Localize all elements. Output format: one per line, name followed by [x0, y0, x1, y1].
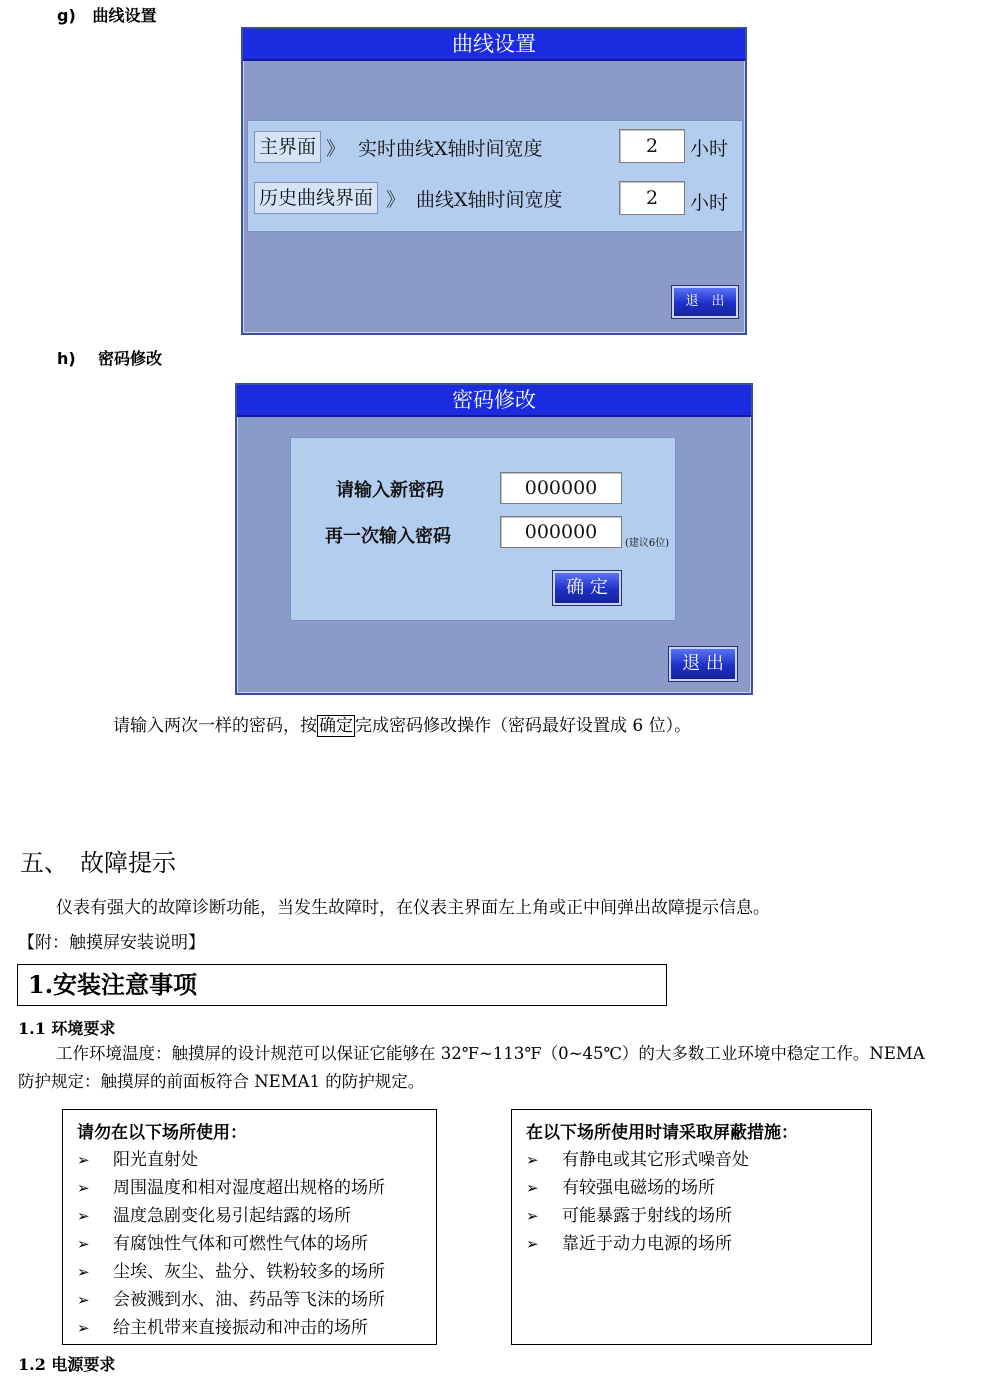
password-change-title: 密码修改 [237, 385, 751, 417]
password-note: 请输入两次一样的密码，按 确定 完成密码修改操作（密码最好设置成 6 位）。 [113, 716, 692, 736]
shield-locations-box [511, 1109, 872, 1345]
list-item-text: 靠近于动力电源的场所 [562, 1234, 732, 1254]
realtime-curve-width-label: 实时曲线X轴时间宽度 [358, 138, 543, 160]
password-panel [290, 437, 676, 621]
env-text-line1: 工作环境温度：触摸屏的设计规范可以保证它能够在 32℉~113℉（0~45℃）的大多数工业环境中稳定工作。NEMA [56, 1044, 925, 1063]
appendix-title: 【附：触摸屏安装说明】 [18, 933, 205, 953]
list-item [77, 1174, 385, 1202]
list-item [77, 1286, 385, 1314]
main-screen-tag: 主界面 [254, 131, 321, 163]
realtime-curve-width-unit: 小时 [690, 138, 729, 160]
bullet-arrow-icon: ➢ [77, 1263, 90, 1281]
confirm-password-input[interactable]: 000000 [500, 516, 622, 548]
list-item [77, 1314, 385, 1342]
history-curve-tag: 历史曲线界面 [254, 182, 378, 214]
section-g-label: g) 曲线设置 [57, 6, 157, 25]
confirm-password-label: 再一次输入密码 [325, 526, 451, 547]
list-item-text: 阳光直射处 [113, 1150, 198, 1170]
list-item-text: 会被溅到水、油、药品等飞沫的场所 [113, 1290, 385, 1310]
row1-separator: 》 [326, 138, 346, 160]
confirm-button[interactable]: 确 定 [553, 571, 621, 605]
bullet-arrow-icon: ➢ [526, 1151, 539, 1169]
section-h-label: h) 密码修改 [57, 349, 162, 368]
list-item [77, 1230, 385, 1258]
password-exit-button[interactable]: 退 出 [669, 647, 737, 681]
history-curve-width-label: 曲线X轴时间宽度 [416, 189, 563, 211]
list-item [526, 1230, 749, 1258]
new-password-input[interactable]: 000000 [500, 472, 622, 504]
list-item-text: 尘埃、灰尘、盐分、铁粉较多的场所 [113, 1262, 385, 1282]
env-heading: 1.1 环境要求 [18, 1019, 116, 1038]
new-password-label: 请输入新密码 [336, 480, 444, 501]
list-item [526, 1202, 749, 1230]
realtime-curve-width-input[interactable]: 2 [619, 129, 685, 163]
bullet-arrow-icon: ➢ [77, 1291, 90, 1309]
chapter-5-body: 仪表有强大的故障诊断功能，当发生故障时，在仪表主界面左上角或正中间弹出故障提示信息。 [56, 898, 770, 918]
shield-locations-title: 在以下场所使用时请采取屏蔽措施： [526, 1123, 798, 1143]
password-length-hint: (建议6位) [625, 538, 670, 549]
curve-exit-button[interactable]: 退 出 [672, 286, 738, 318]
env-text-line2: 防护规定：触摸屏的前面板符合 NEMA1 的防护规定。 [18, 1072, 425, 1091]
power-heading: 1.2 电源要求 [18, 1355, 116, 1374]
list-item-text: 给主机带来直接振动和冲击的场所 [113, 1318, 368, 1338]
list-item [77, 1146, 385, 1174]
bullet-arrow-icon: ➢ [77, 1151, 90, 1169]
shield-locations-list [526, 1146, 749, 1258]
list-item-text: 有静电或其它形式噪音处 [562, 1150, 749, 1170]
list-item [526, 1146, 749, 1174]
curve-settings-title: 曲线设置 [243, 29, 745, 61]
list-item-text: 有较强电磁场的场所 [562, 1178, 715, 1198]
install-heading: 1.安装注意事项 [17, 964, 667, 1006]
row2-separator: 》 [386, 189, 406, 211]
list-item [77, 1258, 385, 1286]
bullet-arrow-icon: ➢ [526, 1235, 539, 1253]
list-item [77, 1202, 385, 1230]
confirm-keyword: 确定 [319, 716, 353, 736]
avoid-locations-list [77, 1146, 385, 1342]
avoid-locations-title: 请勿在以下场所使用： [77, 1123, 247, 1143]
list-item-text: 周围温度和相对湿度超出规格的场所 [113, 1178, 385, 1198]
curve-settings-screen [241, 27, 747, 335]
list-item [526, 1174, 749, 1202]
list-item-text: 有腐蚀性气体和可燃性气体的场所 [113, 1234, 368, 1254]
bullet-arrow-icon: ➢ [526, 1179, 539, 1197]
password-change-screen [235, 383, 753, 695]
bullet-arrow-icon: ➢ [77, 1179, 90, 1197]
history-curve-width-unit: 小时 [690, 192, 729, 214]
history-curve-width-input[interactable]: 2 [619, 181, 685, 215]
chapter-5-title: 五、 故障提示 [20, 849, 176, 877]
bullet-arrow-icon: ➢ [77, 1319, 90, 1337]
bullet-arrow-icon: ➢ [526, 1207, 539, 1225]
bullet-arrow-icon: ➢ [77, 1235, 90, 1253]
list-item-text: 可能暴露于射线的场所 [562, 1206, 732, 1226]
curve-settings-panel [247, 120, 743, 232]
bullet-arrow-icon: ➢ [77, 1207, 90, 1225]
avoid-locations-box [62, 1109, 437, 1345]
list-item-text: 温度急剧变化易引起结露的场所 [113, 1206, 351, 1226]
